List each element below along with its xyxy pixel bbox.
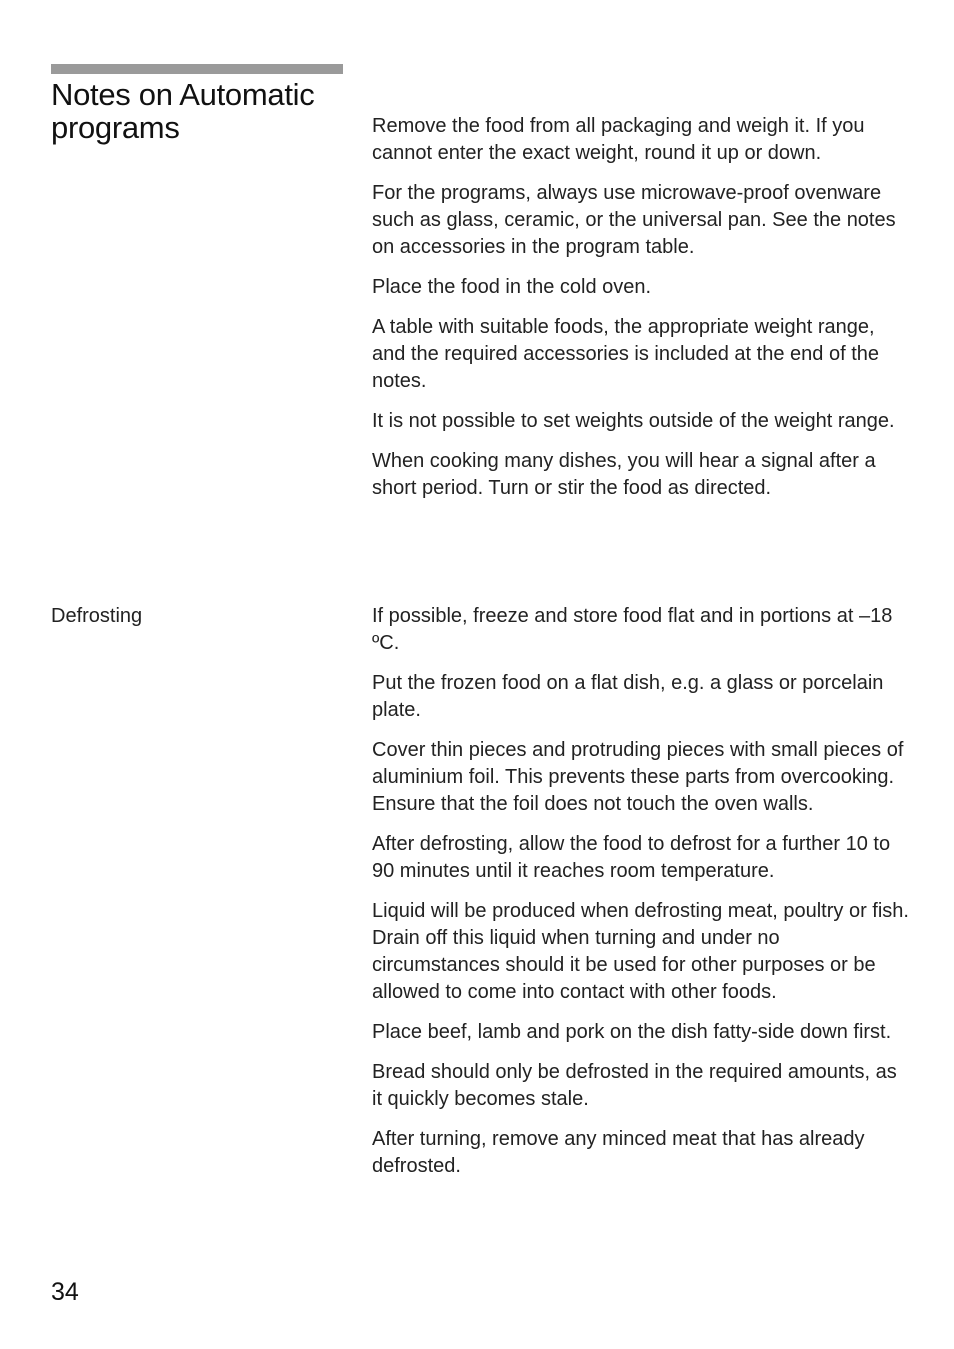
defrosting-paragraph: After turning, remove any minced meat that has already defrosted. [372, 1128, 865, 1177]
defrosting-paragraph: Cover thin pieces and protruding pieces with small pieces of aluminium foil. This prevents these parts from overcooking. Ensure that the foil does not touch the oven walls. [372, 739, 904, 815]
defrosting-paragraph: Put the frozen food on a flat dish, e.g. a glass or porcelain plate. [372, 672, 884, 721]
intro-paragraph: For the programs, always use microwave-proof ovenware such as glass, ceramic, or the universal pan. See the notes on accessories in the program table. [372, 182, 896, 258]
intro-paragraph: It is not possible to set weights outside of the weight range. [372, 410, 895, 432]
page-title [51, 78, 351, 144]
intro-paragraph: Place the food in the cold oven. [372, 276, 652, 298]
section-rule [51, 64, 343, 74]
defrosting-text-column [372, 603, 912, 1193]
defrosting-paragraph: Liquid will be produced when defrosting meat, poultry or fish. Drain off this liquid when turning and under no circumstances should it be used for other purposes or be allowed to come into contact with other foods. [372, 900, 909, 1003]
defrosting-section-label: Defrosting [51, 605, 143, 627]
defrosting-paragraph: If possible, freeze and store food flat and in portions at –18 ºC. [372, 605, 893, 654]
defrosting-paragraph: Bread should only be defrosted in the required amounts, as it quickly becomes stale. [372, 1061, 897, 1110]
intro-paragraph: Remove the food from all packaging and weigh it. If you cannot enter the exact weight, round it up or down. [372, 115, 865, 164]
defrosting-paragraph: Place beef, lamb and pork on the dish fatty-side down first. [372, 1021, 892, 1043]
page-title-line-2: programs [51, 110, 180, 145]
page-title-line-1: Notes on Automatic [51, 77, 315, 112]
intro-paragraph: When cooking many dishes, you will hear a signal after a short period. Turn or stir the food as directed. [372, 450, 876, 499]
intro-text-column [372, 113, 912, 515]
defrosting-paragraph: After defrosting, allow the food to defrost for a further 10 to 90 minutes until it reaches room temperature. [372, 833, 891, 882]
page-number: 34 [51, 1278, 79, 1306]
intro-paragraph: A table with suitable foods, the appropriate weight range, and the required accessories is included at the end of the notes. [372, 316, 879, 392]
